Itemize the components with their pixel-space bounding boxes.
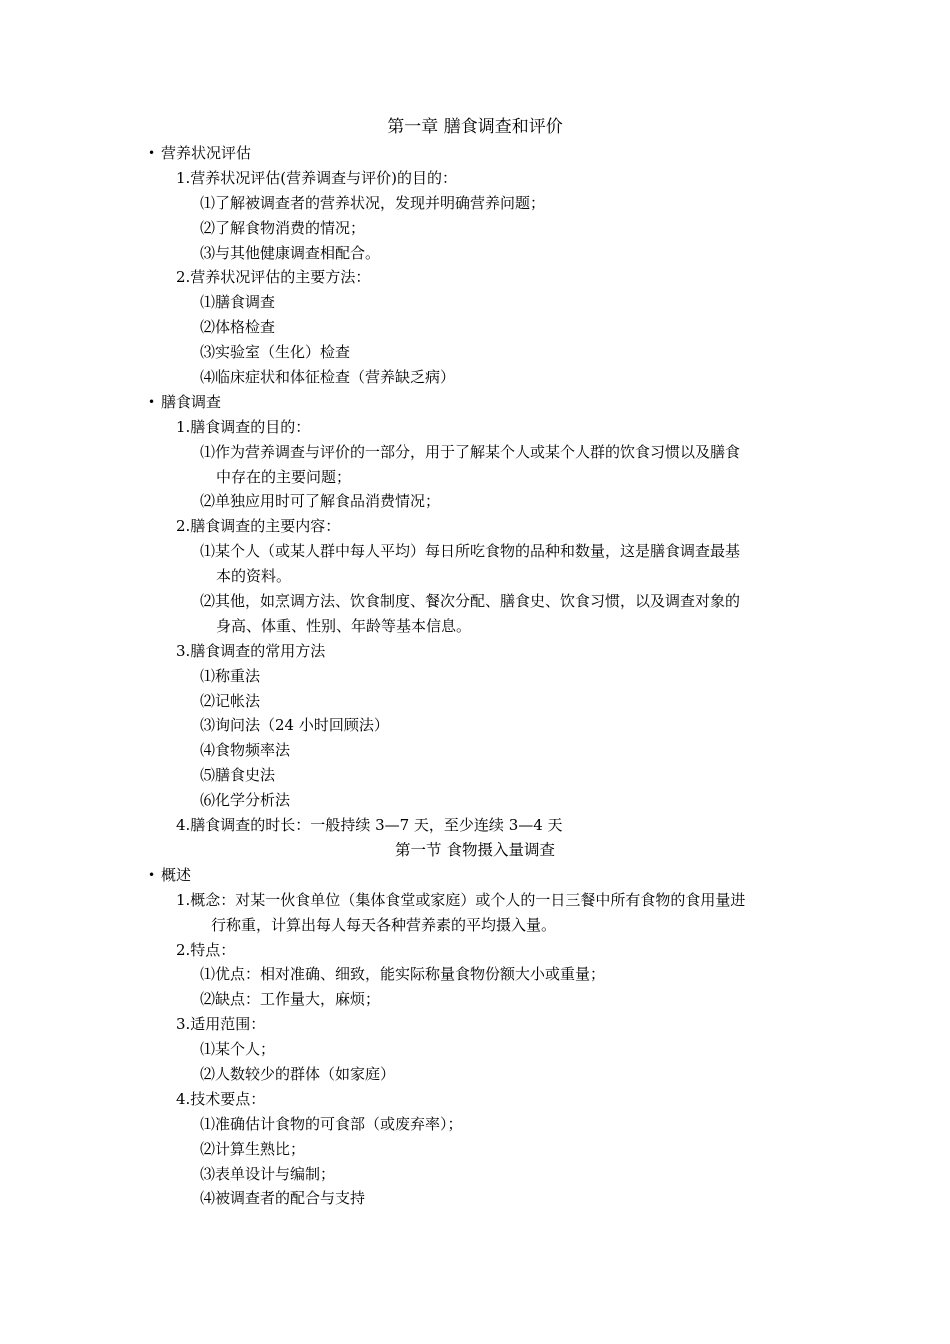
sub-item: ⑵其他，如烹调方法、饮食制度、餐次分配、膳食史、饮食习惯，以及调查对象的 <box>200 592 741 611</box>
sub-item: ⑶与其他健康调查相配合。 <box>200 243 381 262</box>
heading-text: 营养状况评估 <box>161 144 252 162</box>
numbered-item: 1.概念：对某一伙食单位（集体食堂或家庭）或个人的一日三餐中所有食物的食用量进 <box>176 890 746 909</box>
heading-text: 膳食调查 <box>161 392 222 411</box>
sub-item: ⑵人数较少的群体（如家庭） <box>200 1064 396 1083</box>
sub-item: ⑵缺点：工作量大，麻烦； <box>200 990 381 1009</box>
sub-item: ⑸膳食史法 <box>200 766 276 785</box>
sub-item: ⑶表单设计与编制； <box>200 1164 336 1183</box>
chapter-title: 第一章 膳食调查和评价 <box>387 117 563 137</box>
section-title: 第一节 食物摄入量调查 <box>395 840 555 859</box>
bullet-heading <box>0 141 950 166</box>
numbered-item: 3.膳食调查的常用方法 <box>176 641 326 660</box>
sub-item-continuation: 身高、体重、性别、年龄等基本信息。 <box>216 616 472 635</box>
numbered-item-continuation: 行称重，计算出每人每天各种营养素的平均摄入量。 <box>211 915 557 934</box>
bullet-heading <box>0 863 950 888</box>
sub-item-continuation: 中存在的主要问题； <box>216 467 352 486</box>
bullet-heading <box>0 390 950 415</box>
sub-item: ⑴准确估计食物的可食部（或废弃率）； <box>200 1114 463 1133</box>
sub-item: ⑵记帐法 <box>200 691 261 710</box>
numbered-item: 4.技术要点： <box>176 1089 266 1108</box>
sub-item: ⑷被调查者的配合与支持 <box>200 1189 366 1208</box>
sub-item-continuation: 本的资料。 <box>216 567 292 586</box>
sub-item: ⑴膳食调查 <box>200 293 276 312</box>
sub-item: ⑵计算生熟比； <box>200 1139 306 1158</box>
sub-item: ⑵单独应用时可了解食品消费情况； <box>200 492 441 511</box>
numbered-item: 3.适用范围： <box>176 1015 266 1034</box>
sub-item: ⑴某个人（或某人群中每人平均）每日所吃食物的品种和数量，这是膳食调查最基 <box>200 542 741 561</box>
bullet-icon: • <box>148 867 156 882</box>
document-body <box>0 113 950 1211</box>
sub-item: ⑴某个人； <box>200 1040 276 1059</box>
sub-item: ⑴称重法 <box>200 666 261 685</box>
numbered-item: 1.膳食调查的目的： <box>176 417 311 436</box>
sub-item: ⑵体格检查 <box>200 318 276 337</box>
sub-item: ⑴优点：相对准确、细致，能实际称量食物份额大小或重量； <box>200 965 606 984</box>
sub-item: ⑷食物频率法 <box>200 741 291 760</box>
numbered-item: 1.营养状况评估(营养调查与评价)的目的： <box>176 168 458 187</box>
numbered-item: 2.营养状况评估的主要方法： <box>176 268 371 287</box>
sub-item: ⑵了解食物消费的情况； <box>200 218 366 237</box>
numbered-item: 2.特点： <box>176 940 236 959</box>
sub-item: ⑶询问法（24 小时回顾法） <box>200 716 389 735</box>
sub-item: ⑷临床症状和体征检查（营养缺乏病） <box>200 368 456 387</box>
bullet-icon: • <box>148 146 156 160</box>
sub-item: ⑹化学分析法 <box>200 791 291 810</box>
sub-item: ⑴作为营养调查与评价的一部分，用于了解某个人或某个人群的饮食习惯以及膳食 <box>200 442 741 461</box>
sub-item: ⑶实验室（生化）检查 <box>200 343 351 362</box>
heading-text: 概述 <box>161 865 192 884</box>
numbered-item: 2.膳食调查的主要内容： <box>176 517 341 536</box>
bullet-icon: • <box>148 394 156 409</box>
numbered-item: 4.膳食调查的时长：一般持续 3—7 天，至少连续 3—4 天 <box>176 816 563 835</box>
sub-item: ⑴了解被调查者的营养状况，发现并明确营养问题； <box>200 193 546 212</box>
